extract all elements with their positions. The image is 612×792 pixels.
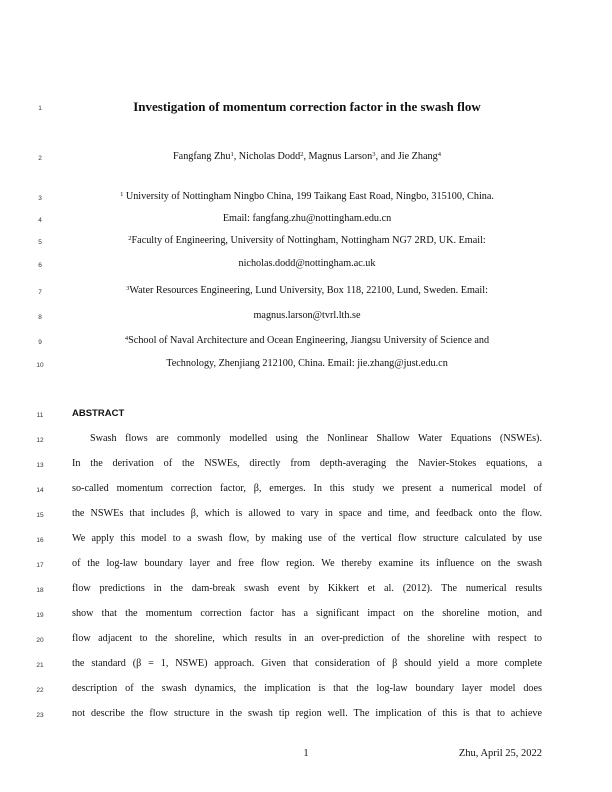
affiliation-marker: 4 xyxy=(437,151,441,158)
affiliation-2-email: nicholas.dodd@nottingham.ac.uk xyxy=(238,258,376,269)
line-number: 21 xyxy=(36,662,44,669)
abstract-line: not describe the flow structure in the swash tip region well. The implication of this is that to achieve xyxy=(72,708,542,719)
line-number: 8 xyxy=(38,314,42,321)
line-number: 20 xyxy=(36,637,44,644)
abstract-line: flow predictions in the dam-break swash event by Kikkert et al. (2012). The numerical results xyxy=(72,583,542,594)
affiliation-1-email: Email: fangfang.zhu@nottingham.edu.cn xyxy=(222,213,392,224)
affiliation-text: Water Resources Engineering, Lund University, Box 118, 22100, Lund, Sweden. Email: xyxy=(129,285,488,296)
affiliation-marker: 2 xyxy=(300,151,304,158)
abstract-line: We apply this model to a swash flow, by making use of the vertical flow structure calculated by use xyxy=(72,533,542,544)
line-number: 14 xyxy=(36,487,44,494)
paper-title: Investigation of momentum correction factor in the swash flow xyxy=(133,99,481,114)
line-number: 1 xyxy=(38,105,42,112)
line-number: 5 xyxy=(38,239,42,246)
affiliation-4-email: Technology, Zhenjiang 212100, China. Email: jie.zhang@just.edu.cn xyxy=(166,358,448,369)
abstract-line: description of the swash dynamics, the implication is that the log-law boundary layer model does xyxy=(72,683,542,694)
line-number: 23 xyxy=(36,712,44,719)
running-footer: Zhu, April 25, 2022 xyxy=(458,748,542,759)
abstract-line: In the derivation of the NSWEs, directly from depth-averaging the Navier-Stokes equations, a xyxy=(72,458,542,469)
affiliation-marker: 1 xyxy=(230,151,234,158)
affiliation-3-email: magnus.larson@tvrl.lth.se xyxy=(253,310,361,321)
line-number: 7 xyxy=(38,289,42,296)
abstract-line: Swash flows are commonly modelled using the Nonlinear Shallow Water Equations (NSWEs). xyxy=(90,433,542,444)
line-number: 22 xyxy=(36,687,44,694)
line-number: 19 xyxy=(36,612,44,619)
abstract-line: so-called momentum correction factor, β, emerges. In this study we present a numerical model of xyxy=(72,483,542,494)
abstract-line: the standard (β = 1, NSWE) approach. Given that consideration of β should yield a more complete xyxy=(72,658,542,669)
line-number: 3 xyxy=(38,195,42,202)
line-number: 18 xyxy=(36,587,44,594)
line-number: 13 xyxy=(36,462,44,469)
abstract-line: flow adjacent to the shoreline, which results in an over-prediction of the shoreline with respect to xyxy=(72,633,542,644)
line-number: 2 xyxy=(38,155,42,162)
affiliation-marker: 4 xyxy=(124,335,129,342)
line-number: 12 xyxy=(36,437,44,444)
affiliation-text: School of Naval Architecture and Ocean Engineering, Jiangsu University of Science and xyxy=(128,335,490,346)
abstract-heading: ABSTRACT xyxy=(72,408,125,419)
affiliation-marker: 3 xyxy=(126,285,130,292)
line-number: 11 xyxy=(36,412,44,419)
page-number: 1 xyxy=(303,748,309,759)
author-name: , and Jie Zhang xyxy=(375,151,438,162)
affiliation-3 xyxy=(72,285,542,297)
affiliation-2 xyxy=(72,235,542,247)
line-number: 16 xyxy=(36,537,44,544)
affiliation-text: Faculty of Engineering, University of Nottingham, Nottingham NG7 2RD, UK. Email: xyxy=(131,235,486,246)
affiliation-marker: 3 xyxy=(372,151,376,158)
line-number: 15 xyxy=(36,512,44,519)
affiliation-1 xyxy=(72,191,542,203)
line-number: 6 xyxy=(38,262,42,269)
line-number: 9 xyxy=(38,339,42,346)
line-number: 10 xyxy=(36,362,44,369)
author-name: , Nicholas Dodd xyxy=(233,151,301,162)
affiliation-marker: 2 xyxy=(128,235,132,242)
abstract-line: of the log-law boundary layer and free flow region. We thereby examine its influence on the swash xyxy=(72,558,542,569)
author-name: Fangfang Zhu xyxy=(173,151,231,162)
line-number: 17 xyxy=(36,562,44,569)
abstract-line: show that the momentum correction factor has a significant impact on the shoreline motion, and xyxy=(72,608,542,619)
abstract-line: the NSWEs that includes β, which is allowed to vary in space and time, and feedback onto the flow. xyxy=(72,508,542,519)
affiliation-4 xyxy=(72,335,542,347)
affiliation-text: University of Nottingham Ningbo China, 199 Taikang East Road, Ningbo, 315100, China. xyxy=(123,191,494,202)
author-name: , Magnus Larson xyxy=(303,151,373,162)
author-list xyxy=(72,151,542,163)
affiliation-marker: 1 xyxy=(120,191,124,198)
line-number: 4 xyxy=(38,217,42,224)
